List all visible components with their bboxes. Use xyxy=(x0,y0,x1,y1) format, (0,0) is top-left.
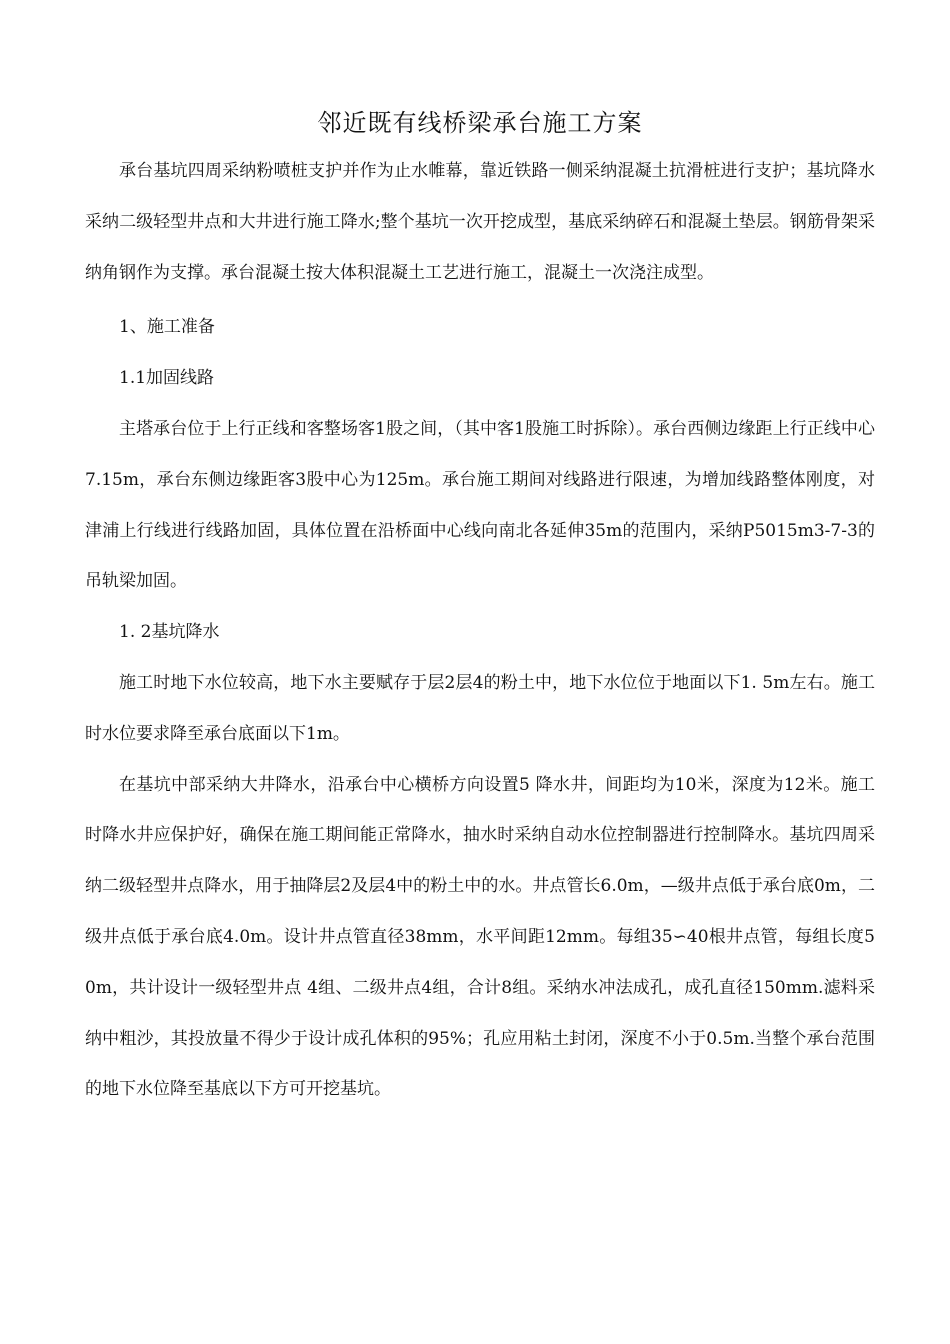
section-1-1-paragraph: 主塔承台位于上行正线和客整场客1股之间，（其中客1股施工时拆除）。承台西侧边缘距上行正线中心7.15m，承台东侧边缘距客3股中心为125m。承台施工期间对线路进行限速，为增加线路整体刚度，对津浦上行线进行线路加固，具体位置在沿桥面中心线向南北各延伸35m的范围内，采纳P5015m3-7-3的吊轨梁加固。 xyxy=(85,418,875,592)
intro-paragraph: 承台基坑四周采纳粉喷桩支护并作为止水帷幕，靠近铁路一侧采纳混凝土抗滑桩进行支护；基坑降水采纳二级轻型井点和大井进行施工降水;整个基坑一次开挖成型，基底采纳碎石和混凝土垫层。钢筋骨架采纳角钢作为支撑。承台混凝土按大体积混凝土工艺进行施工，混凝土一次浇注成型。 xyxy=(85,161,875,283)
document-title: 邻近既有线桥梁承台施工方案 xyxy=(317,109,643,137)
section-1-2-paragraph-2: 在基坑中部采纳大井降水，沿承台中心横桥方向设置5 降水井，间距均为10米，深度为12米。施工时降水井应保护好，确保在施工期间能正常降水，抽水时采纳自动水位控制器进行控制降水。基坑四周采纳二级轻型井点降水，用于抽降层2及层4中的粉土中的水。井点管长6.0m，—级井点低于承台底0m，二级井点低于承台底4.0m。设计井点管直径38mm，水平间距12mm。每组35∽40根井点管，每组长度50m，共计设计一级轻型井点 4组、二级井点4组，合计8组。采纳水冲法成孔，成孔直径150mm.滤料采纳中粗沙，其投放量不得少于设计成孔体积的95%；孔应用粘土封闭，深度不小于0.5m.当整个承台范围的地下水位降至基底以下方可开挖基坑。 xyxy=(85,774,875,1100)
section-1-2-heading: 1. 2基坑降水 xyxy=(119,622,220,643)
section-1-heading: 1、施工准备 xyxy=(119,317,215,338)
section-1-2-paragraph-1: 施工时地下水位较高，地下水主要赋存于层2层4的粉土中，地下水位位于地面以下1. 5m左右。施工时水位要求降至承台底面以下1m。 xyxy=(85,672,875,744)
section-1-1-heading: 1.1加固线路 xyxy=(119,368,215,389)
